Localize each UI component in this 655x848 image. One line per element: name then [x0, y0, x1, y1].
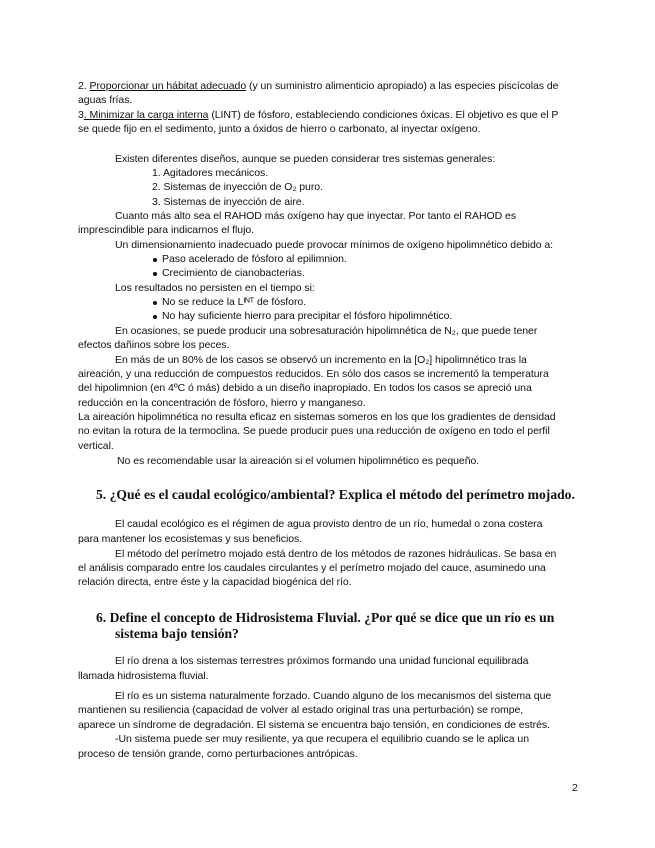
list-item-3-continued: se quede fijo en el sedimento, junto a óxidos de hierro o carbonato, al inyectar oxígeno. — [78, 123, 481, 135]
paragraph-line: No es recomendable usar la aireación si el volumen hipolimnético es pequeño. — [117, 455, 480, 467]
paragraph-line: proceso de tensión grande, como perturbaciones antrópicas. — [78, 748, 358, 760]
paragraph-line: El método del perímetro mojado está dentro de los métodos de razones hidráulicas. Se basa en — [115, 548, 557, 560]
paragraph-line: relación directa, entre éste y la capacidad biogénica del río. — [78, 576, 352, 588]
paragraph-line: La aireación hipolimnética no resulta eficaz en sistemas someros en los que los gradientes de densidad — [78, 411, 556, 423]
paragraph-line: Cuanto más alto sea el RAHOD más oxígeno hay que inyectar. Por tanto el RAHOD es — [115, 210, 517, 222]
list-item-text: (y un suministro alimenticio apropiado) a las especies piscícolas de — [246, 80, 559, 92]
paragraph-line: El río es un sistema naturalmente forzado. Cuando alguno de los mecanismos del sistema que — [115, 690, 552, 702]
paragraph-line: imprescindible para indicarnos el flujo. — [78, 224, 255, 236]
design-item: 1. Agitadores mecánicos. — [152, 167, 269, 179]
paragraph-line: En ocasiones, se puede producir una sobresaturación hipolimnética de N₂, que puede tener — [115, 325, 538, 337]
paragraph-line: llamada hidrosistema fluvial. — [78, 670, 209, 682]
bullet-icon — [153, 301, 157, 305]
design-item: 2. Sistemas de inyección de O₂ puro. — [152, 181, 323, 193]
paragraph-line: Los resultados no persisten en el tiempo si: — [115, 282, 315, 294]
designs-intro: Existen diferentes diseños, aunque se pueden considerar tres sistemas generales: — [115, 153, 496, 165]
page-number: 2 — [572, 782, 578, 794]
paragraph-line: no evitan la rotura de la termoclina. Se puede producir pues una reducción de oxígeno en todo el perfil — [78, 425, 550, 437]
paragraph-line: para mantener los ecosistemas y sus beneficios. — [78, 533, 303, 545]
question-5-heading: 5. ¿Qué es el caudal ecológico/ambiental? Explica el método del perímetro mojado. — [96, 487, 575, 502]
list-item-3 — [78, 109, 558, 122]
bullet-text: Paso acelerado de fósforo al epilimnion. — [162, 253, 347, 265]
paragraph-line: -Un sistema puede ser muy resiliente, ya que recupera el equilibrio cuando se le aplica un — [115, 733, 529, 745]
paragraph-line: mantienen su resiliencia (capacidad de volver al estado original tras una perturbación) se rompe, — [78, 704, 524, 716]
list-item-number: 2. — [78, 80, 90, 92]
design-item: 3. Sistemas de inyección de aire. — [152, 196, 305, 208]
list-item-number: 3 — [78, 109, 84, 121]
paragraph-line: Un dimensionamiento inadecuado puede provocar mínimos de oxígeno hipolimnético debido a: — [115, 239, 554, 251]
underlined-phrase: . Minimizar la carga interna — [83, 109, 209, 121]
paragraph-line: El caudal ecológico es el régimen de agua provisto dentro de un río, humedal o zona costera — [115, 518, 543, 530]
list-item-2 — [78, 80, 558, 93]
paragraph-line: del hipolimnion (en 4ºC ó más) debido a un diseño inapropiado. En todos los casos se apreció una — [78, 382, 532, 394]
paragraph-line: efectos dañinos sobre los peces. — [78, 339, 230, 351]
paragraph-line: aparece un síndrome de degradación. El sistema se encuentra bajo tensión, en condiciones de estrés. — [78, 719, 550, 731]
bullet-icon — [153, 258, 157, 262]
bullet-icon — [153, 272, 157, 276]
bullet-icon — [153, 315, 157, 319]
question-6-heading-continued: sistema bajo tensión? — [115, 626, 239, 641]
paragraph-line: el análisis comparado entre los caudales circulantes y el perímetro mojado del cauce, asuminedo una — [78, 562, 546, 574]
paragraph-line: En más de un 80% de los casos se observó un incremento en la [O₂] hipolimnético tras la — [115, 354, 527, 366]
question-6-heading: 6. Define el concepto de Hidrosistema Fluvial. ¿Por qué se dice que un río es un — [96, 610, 555, 625]
list-item-2-continued: aguas frías. — [78, 94, 133, 106]
paragraph-line: aireación, y una reducción de compuestos reducidos. En sólo dos casos se incrementó la temperatura — [78, 368, 549, 380]
bullet-text: No se reduce la Lᴵᴺᵀ de fósforo. — [162, 296, 307, 308]
bullet-text: No hay suficiente hierro para precipitar el fósforo hipolimnético. — [162, 310, 453, 322]
paragraph-line: reducción en la concentración de fósforo, hierro y manganeso. — [78, 397, 366, 409]
paragraph-line: El río drena a los sistemas terrestres próximos formando una unidad funcional equilibrada — [115, 655, 529, 667]
underlined-phrase: Proporcionar un hábitat adecuado — [89, 80, 247, 92]
list-item-text: (LINT) de fósforo, estableciendo condiciones óxicas. El objetivo es que el P — [208, 109, 559, 121]
bullet-text: Crecimiento de cianobacterias. — [162, 267, 305, 279]
paragraph-line: vertical. — [78, 440, 114, 452]
